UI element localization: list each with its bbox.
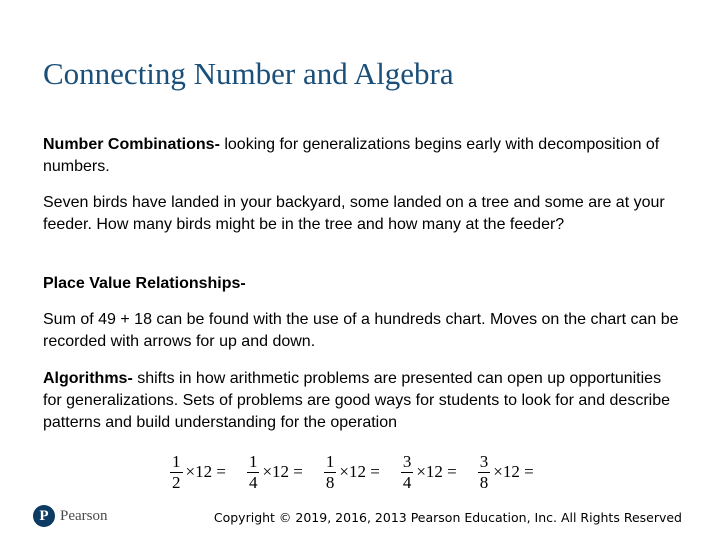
number-combinations-paragraph (43, 134, 683, 178)
numerator: 1 (172, 451, 181, 471)
fraction (170, 452, 183, 493)
denominator: 2 (172, 472, 181, 492)
equation-rest: ×12 = (416, 462, 457, 481)
pearson-logo-text: Pearson (60, 507, 108, 524)
birds-problem-paragraph: Seven birds have landed in your backyard, some landed on a tree and some are at your feeder. How many birds might be in the tree and how many at the feeder? (43, 194, 665, 233)
numerator: 3 (402, 451, 412, 471)
slide-title: Connecting Number and Algebra (43, 56, 454, 91)
equation-rest: ×12 = (185, 462, 226, 481)
numerator: 1 (248, 451, 258, 471)
pearson-logo-icon: P (33, 505, 55, 527)
equation (401, 452, 457, 493)
equation-rest: ×12 = (493, 462, 534, 481)
number-combinations-label: Number Combinations- (43, 136, 220, 153)
equation-rest: ×12 = (339, 462, 380, 481)
algorithms-text: shifts in how arithmetic problems are presented can open up opportunities for generalizations. Sets of problems are good ways for students to look for and describe patterns and build understanding for the operation (43, 370, 671, 431)
fraction (478, 452, 491, 493)
copyright-notice: Copyright © 2019, 2016, 2013 Pearson Education, Inc. All Rights Reserved (213, 510, 682, 525)
equation (170, 452, 226, 493)
fraction (324, 452, 337, 493)
fraction (401, 452, 414, 493)
numerator: 3 (479, 451, 489, 471)
place-value-paragraph (43, 273, 683, 295)
fraction-equations (170, 449, 555, 495)
denominator: 8 (479, 472, 489, 492)
fraction (247, 452, 260, 493)
equation (247, 452, 303, 493)
algorithms-label: Algorithms- (43, 370, 133, 387)
denominator: 8 (325, 472, 335, 492)
denominator: 4 (248, 472, 258, 492)
equation (324, 452, 380, 493)
place-value-label: Place Value Relationships- (43, 275, 246, 292)
numerator: 1 (325, 451, 335, 471)
pearson-logo (33, 505, 108, 527)
denominator: 4 (402, 472, 412, 492)
equation (478, 452, 534, 493)
number-combinations-text: looking for generalizations begins early with decomposition of numbers. (43, 136, 660, 175)
sum-paragraph: Sum of 49 + 18 can be found with the use of a hundreds chart. Moves on the chart can be recorded with arrows for up and down. (43, 311, 679, 350)
algorithms-paragraph (43, 368, 683, 434)
equation-rest: ×12 = (262, 462, 303, 481)
